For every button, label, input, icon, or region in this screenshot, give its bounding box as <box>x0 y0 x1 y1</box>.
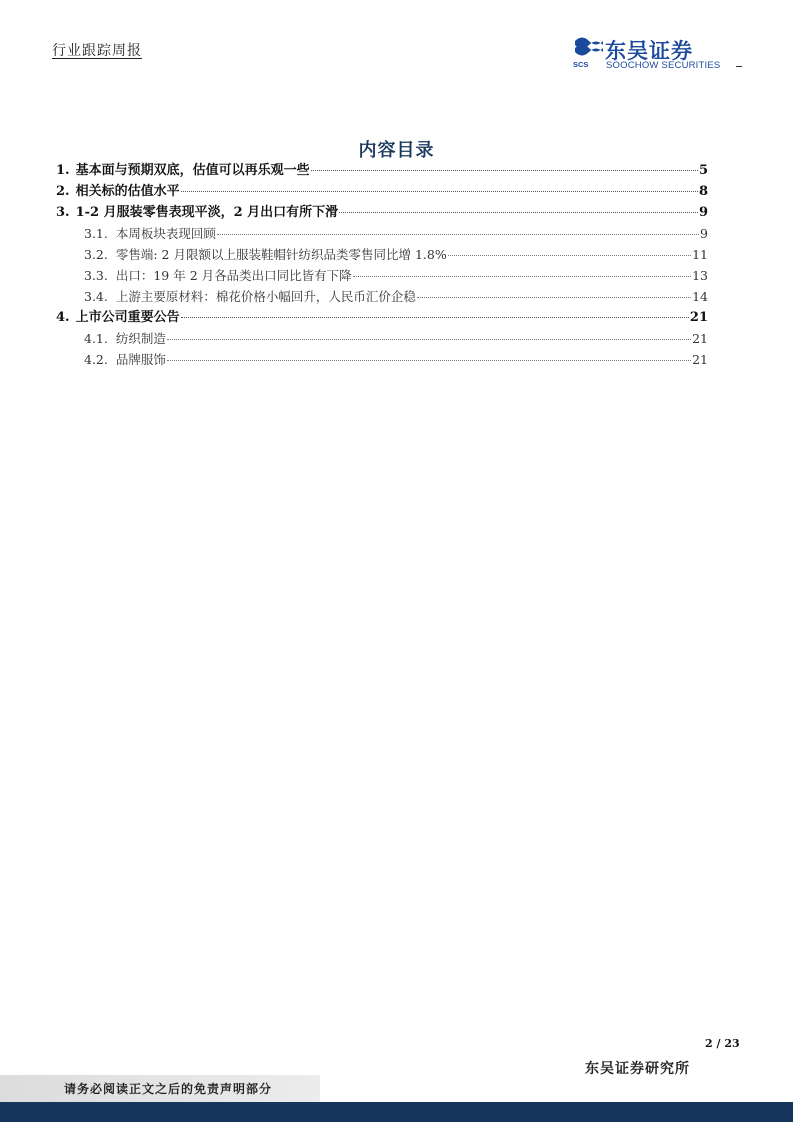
toc-entry-page: 21 <box>692 352 708 367</box>
toc-entry-number: 4.1. <box>84 331 108 346</box>
toc-entry-title: 零售端: 2 月限额以上服装鞋帽针纺织品类零售同比增 1.8% <box>115 247 447 262</box>
toc-subentry[interactable] <box>56 328 708 349</box>
toc-entry[interactable] <box>56 202 708 223</box>
toc-entry-number: 3.1. <box>84 226 108 241</box>
toc-leader-dots <box>167 331 691 340</box>
toc-entry-page: 14 <box>692 289 708 304</box>
toc-leader-dots <box>448 247 691 256</box>
toc-entry[interactable] <box>56 181 708 202</box>
toc-entry-title: 基本面与预期双底，估值可以再乐观一些 <box>75 163 310 178</box>
logo-english-name: SOOCHOW SECURITIES <box>606 60 721 71</box>
toc-subentry[interactable] <box>56 286 708 307</box>
toc-entry-number: 2. <box>56 184 70 199</box>
toc-entry[interactable] <box>56 307 708 328</box>
toc-entry-title: 本周板块表现回顾 <box>115 226 216 241</box>
footer-band <box>0 1102 793 1122</box>
toc-entry-number: 4. <box>56 310 70 325</box>
toc-title: 内容目录 <box>358 140 435 161</box>
toc-subentry[interactable] <box>56 349 708 370</box>
toc-entry-page: 8 <box>698 184 708 199</box>
toc-entry-number: 3.2. <box>84 247 108 262</box>
toc-leader-dots <box>311 162 698 171</box>
toc-leader-dots <box>417 289 691 298</box>
toc-leader-dots <box>181 309 689 318</box>
footer-company-name: 东吴证券研究所 <box>585 1061 690 1077</box>
toc-entry-number: 4.2. <box>84 352 108 367</box>
toc-entry-number: 3.3. <box>84 268 108 283</box>
toc-leader-dots <box>217 226 699 235</box>
toc-leader-dots <box>353 268 691 277</box>
logo-mark-icon <box>573 35 603 59</box>
toc-leader-dots <box>339 204 698 213</box>
table-of-contents <box>56 160 708 370</box>
toc-entry[interactable] <box>56 160 708 181</box>
toc-entry-page: 21 <box>692 331 708 346</box>
company-logo <box>573 35 741 75</box>
toc-entry-page: 9 <box>700 226 708 241</box>
toc-leader-dots <box>181 183 698 192</box>
toc-leader-dots <box>167 352 691 361</box>
toc-entry-number: 1. <box>56 163 70 178</box>
toc-entry-title: 上市公司重要公告 <box>75 310 180 325</box>
page-number: 2 / 23 <box>705 1037 740 1050</box>
toc-subentry[interactable] <box>56 244 708 265</box>
toc-subentry[interactable] <box>56 223 708 244</box>
toc-entry-title: 出口：19 年 2 月各品类出口同比皆有下降 <box>115 268 352 283</box>
logo-abbreviation: SCS <box>573 60 589 69</box>
toc-entry-number: 3.4. <box>84 289 108 304</box>
toc-entry-page: 11 <box>692 247 708 262</box>
toc-entry-title: 品牌服饰 <box>115 352 166 367</box>
logo-chinese-name: 东吴证券 <box>605 39 693 63</box>
toc-subentry[interactable] <box>56 265 708 286</box>
toc-entry-page: 13 <box>692 268 708 283</box>
toc-entry-title: 1-2 月服装零售表现平淡，2 月出口有所下滑 <box>75 205 339 220</box>
toc-entry-page: 5 <box>698 163 708 178</box>
header-mark <box>736 66 742 67</box>
report-type-label: 行业跟踪周报 <box>52 43 142 59</box>
toc-entry-number: 3. <box>56 205 70 220</box>
toc-entry-title: 纺织制造 <box>115 331 166 346</box>
toc-entry-page: 9 <box>698 205 708 220</box>
toc-entry-title: 相关标的估值水平 <box>75 184 180 199</box>
footer-disclaimer: 请务必阅读正文之后的免责声明部分 <box>64 1082 273 1096</box>
toc-entry-page: 21 <box>689 310 708 325</box>
toc-entry-title: 上游主要原材料：棉花价格小幅回升，人民币汇价企稳 <box>115 289 416 304</box>
